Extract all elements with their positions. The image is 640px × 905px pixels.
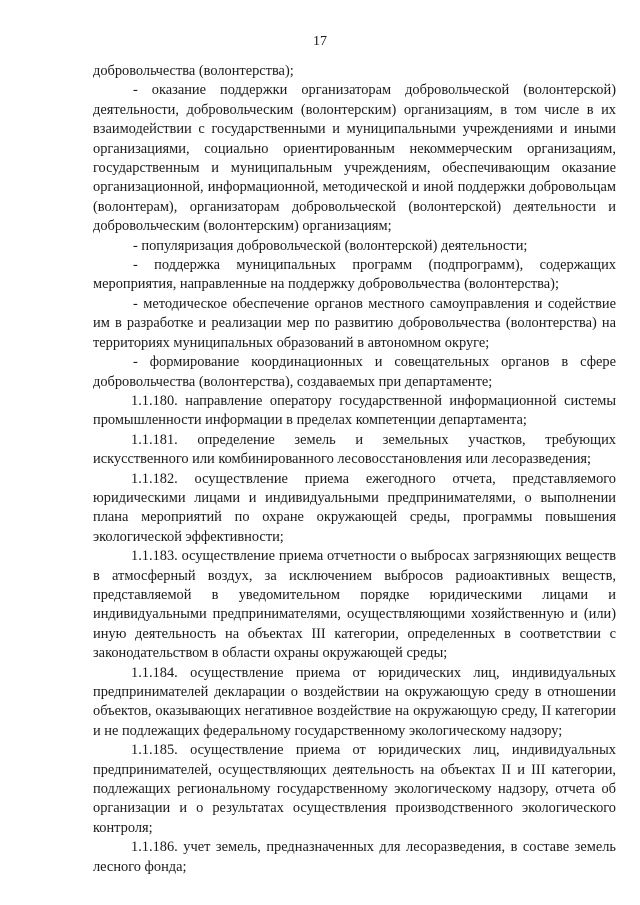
page-number: 17 bbox=[313, 34, 327, 49]
numbered-clause-1-1-181: 1.1.181. определение земель и земельных участков, требующих искусственного или комбинированного лесовосстановления или лесоразведения; bbox=[93, 431, 616, 468]
list-item: - методическое обеспечение органов местного самоуправления и содействие им в разработке и реализации мер по развитию добровольчества (волонтерства) на территориях муниципальных образований в автономном округе; bbox=[93, 295, 616, 351]
list-item: - поддержка муниципальных программ (подпрограмм), содержащих мероприятия, направленные на поддержку добровольчества (волонтерства); bbox=[93, 257, 616, 293]
list-item: - формирование координационных и совещательных органов в сфере добровольчества (волонтерства), создаваемых при департаменте; bbox=[93, 354, 616, 390]
document-body bbox=[93, 62, 616, 877]
list-item: - оказание поддержки организаторам добровольческой (волонтерской) деятельности, добровольческим (волонтерским) организациям, в том числе в их взаимодействии с государственными и муниципальными учреждениями и иными организациями, социально ориентированным некоммерческим организациям, государственным и муниципальным учреждениям, обеспечивающим оказание организационной, информационной, методической и иной поддержки добровольцам (волонтерам), организаторам добровольческой (волонтерской) деятельности и добровольческим (волонтерским) организациям; bbox=[93, 82, 616, 235]
numbered-clause-1-1-180: 1.1.180. направление оператору государственной информационной системы промышленности информации в пределах компетенции департамента; bbox=[93, 392, 616, 429]
numbered-clause-1-1-186: 1.1.186. учет земель, предназначенных для лесоразведения, в составе земель лесного фонда; bbox=[93, 839, 616, 875]
numbered-clause-1-1-182: 1.1.182. осуществление приема ежегодного отчета, представляемого юридическими лицами и индивидуальными предпринимателями, о выполнении плана мероприятий по охране окружающей среды, программы повышения экологической эффективности; bbox=[93, 470, 616, 545]
paragraph-continuation: добровольчества (волонтерства); bbox=[93, 63, 294, 79]
numbered-clause-1-1-185: 1.1.185. осуществление приема от юридических лиц, индивидуальных предпринимателей, осуществляющих деятельность на объектах II и III категории, подлежащих региональному государственному экологическому надзору, отчета об организации и о результатах осуществления производственного экологического контроля; bbox=[93, 742, 616, 836]
numbered-clause-1-1-183: 1.1.183. осуществление приема отчетности о выбросах загрязняющих веществ в атмосферный воздух, за исключением выбросов радиоактивных веществ, представляемой в уведомительном порядке юридическими лицами и индивидуальными предпринимателями, осуществляющими хозяйственную и (или) иную деятельность на объектах III категории, определенных в соответствии с законодательством в области охраны окружающей среды; bbox=[93, 548, 616, 662]
list-item: - популяризация добровольческой (волонтерской) деятельности; bbox=[133, 237, 528, 254]
numbered-clause-1-1-184: 1.1.184. осуществление приема от юридических лиц, индивидуальных предпринимателей декларации о воздействии на окружающую среду в отношении объектов, оказывающих негативное воздействие на окружающую среду, II категории и не подлежащих федеральному государственному экологическому надзору; bbox=[93, 664, 616, 739]
